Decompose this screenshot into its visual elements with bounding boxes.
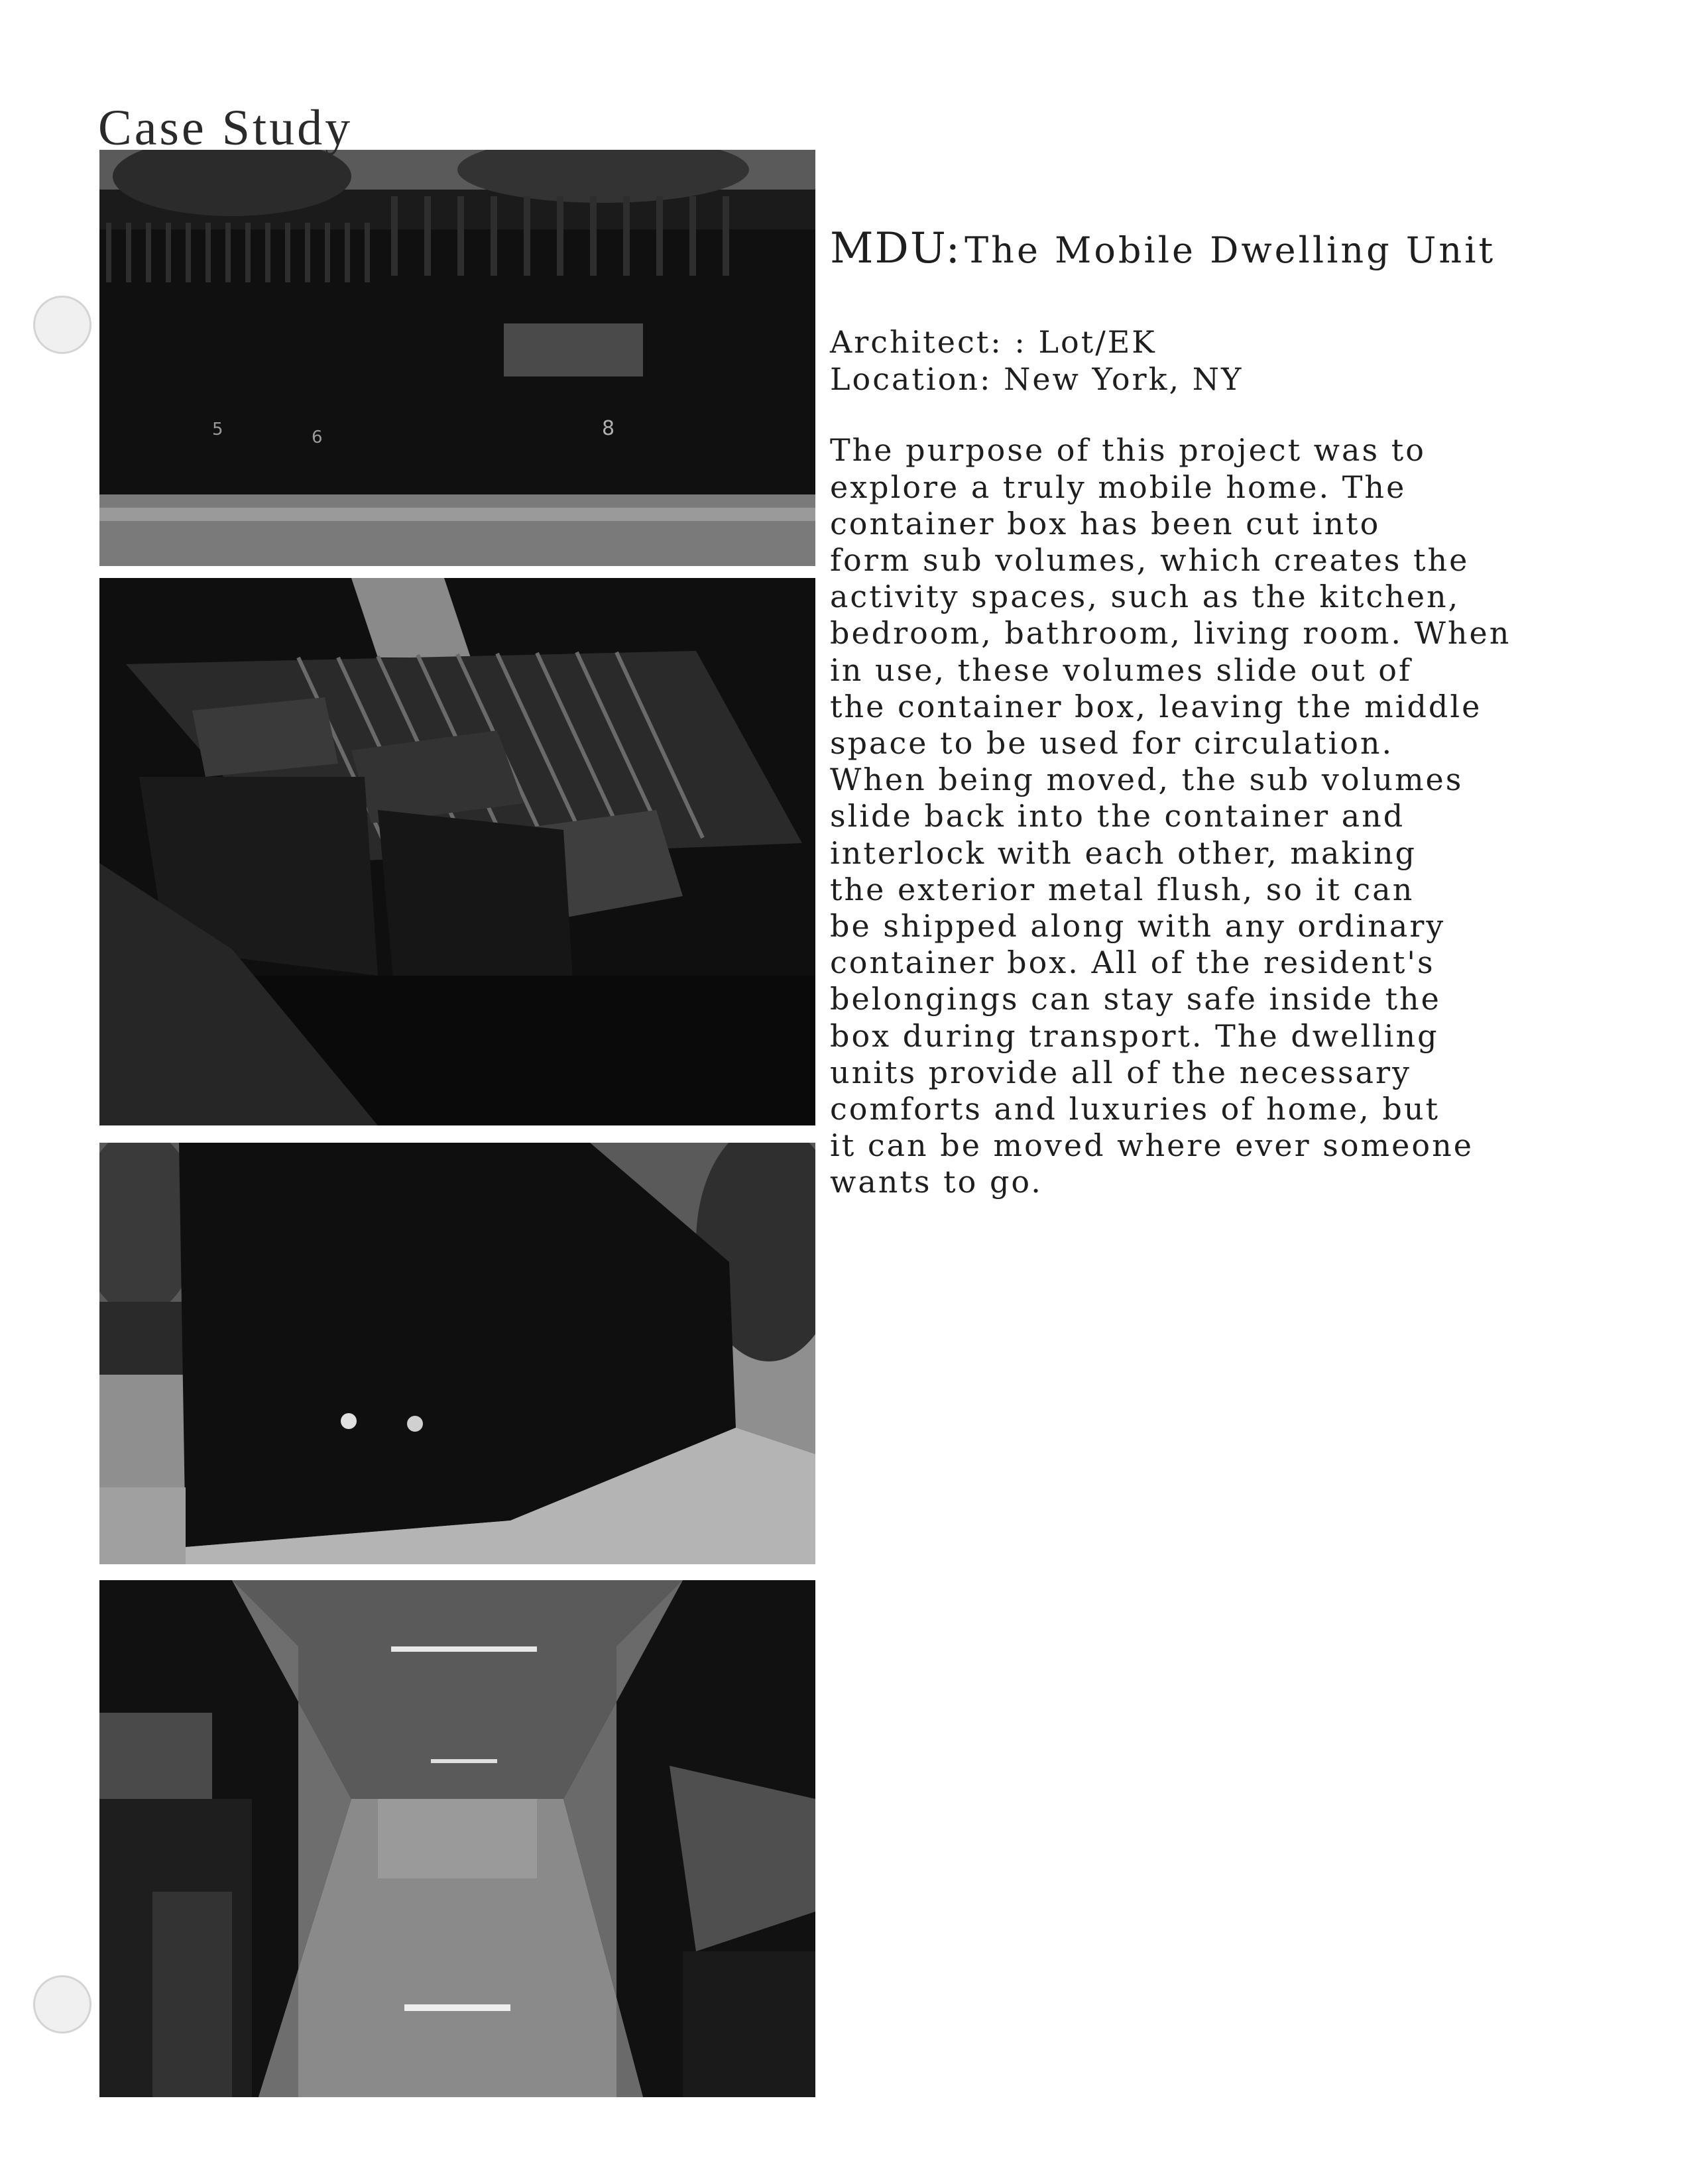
description-line: When being moved, the sub volumes [830,762,1464,798]
description-line: the container box, leaving the middle [830,688,1482,724]
photo-closed-container [99,1143,815,1564]
description-line: bedroom, bathroom, living room. When [830,615,1511,652]
location-line: Location: New York, NY [830,361,1244,398]
description-line: activity spaces, such as the kitchen, [830,579,1460,615]
container-number-1: 5 [212,420,223,439]
photo-volumes-extended [99,578,815,1125]
description-line: units provide all of the necessary [830,1054,1412,1090]
architect-line: Architect: : Lot/EK [830,324,1157,361]
description-line: wants to go. [830,1164,1043,1200]
project-title [830,225,1592,272]
project-meta [830,323,1592,398]
description-line: container box. All of the resident's [830,945,1435,981]
container-number-3: 8 [602,417,615,440]
photo-interior-corridor [99,1580,815,2097]
description-line: The purpose of this project was to [830,432,1426,469]
description-line: explore a truly mobile home. The [830,469,1407,505]
description-line: form sub volumes, which creates the [830,542,1470,578]
project-text-column [830,225,1592,1201]
page-heading: Case Study [98,100,353,156]
binder-hole-bottom [33,1975,91,2034]
description-line: belongings can stay safe inside the [830,981,1441,1017]
description-line: the exterior metal flush, so it can [830,871,1415,907]
description-line: container box has been cut into [830,505,1381,542]
description-line: slide back into the container and [830,798,1405,834]
description-line: comforts and luxuries of home, but [830,1091,1440,1127]
description-line: box during transport. The dwelling [830,1017,1439,1054]
description-line: space to be used for circulation. [830,725,1394,762]
project-title-prefix: MDU: [830,224,962,273]
project-description [830,432,1592,1200]
description-line: in use, these volumes slide out of [830,652,1413,688]
binder-hole-top [33,296,91,354]
description-line: be shipped along with any ordinary [830,908,1446,945]
photo-container-elevation [99,150,815,566]
description-line: it can be moved where ever someone [830,1127,1474,1164]
description-line: interlock with each other, making [830,834,1417,871]
project-title-name: The Mobile Dwelling Unit [965,229,1496,271]
container-number-2: 6 [312,428,323,447]
